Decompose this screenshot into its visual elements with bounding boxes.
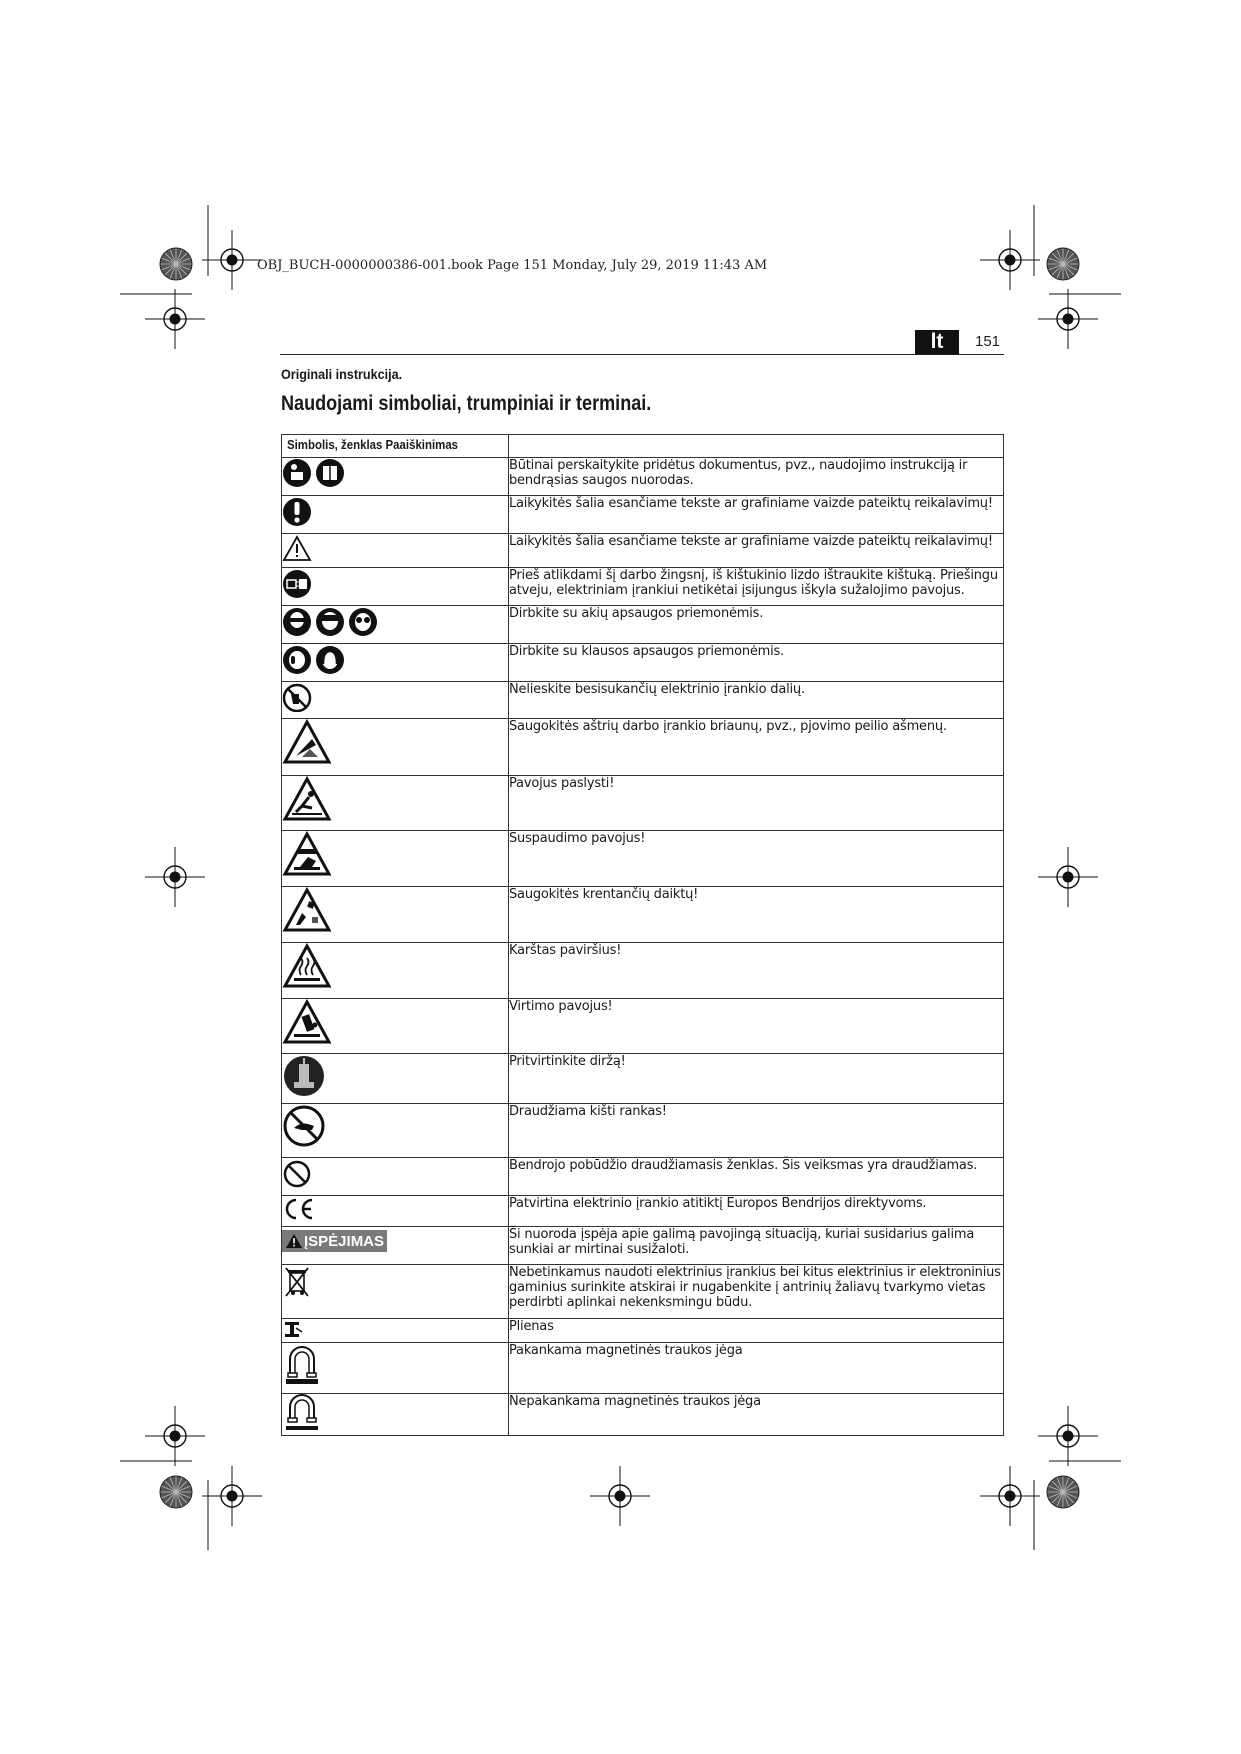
table-row: [282, 999, 1004, 1054]
table-row: [282, 719, 1004, 776]
symbol-cell: [282, 682, 509, 719]
page-title: Naudojami simboliai, trumpiniai ir terminai.: [281, 392, 652, 415]
table-row: [282, 776, 1004, 831]
symbol-cell: [282, 496, 509, 534]
section-kicker: Originali instrukcija.: [281, 366, 403, 382]
warning-triangle-icon: [282, 534, 312, 562]
glasses-icon: [348, 606, 378, 636]
table-row: [282, 1104, 1004, 1158]
explanation-cell: Pavojus paslysti!: [509, 776, 1004, 831]
tipping-hazard-icon: [282, 999, 332, 1045]
ear-protection-icon: [282, 644, 312, 674]
table-row: [282, 496, 1004, 534]
registration-mark-icon: [1038, 847, 1098, 907]
explanation-cell: Ši nuoroda įspėja apie galimą pavojingą situaciją, kuriai susidarius galima sunkiai ar mirtinai susižaloti.: [509, 1227, 1004, 1265]
header-rule: [280, 354, 1004, 355]
table-row: [282, 887, 1004, 943]
symbol-cell: [282, 1265, 509, 1319]
read-manual-icon: [282, 458, 312, 488]
registration-mark-icon: [202, 230, 262, 290]
symbol-cell: [282, 458, 509, 496]
registration-mark-icon: [590, 1466, 650, 1526]
registration-mark-icon: [1038, 1406, 1098, 1466]
table-row: [282, 1196, 1004, 1227]
explanation-cell: Nebetinkamus naudoti elektrinius įrankius bei kitus elektrinius ir elektroninius gaminius surinkite atskirai ir nugabenkite į antrinių žaliavų tvarkymo vietas perdirbti aplinkai nekenksmingu būdu.: [509, 1265, 1004, 1319]
explanation-cell: Draudžiama kišti rankas!: [509, 1104, 1004, 1158]
symbol-cell: [282, 568, 509, 606]
symbol-cell: [282, 776, 509, 831]
table-row: [282, 644, 1004, 682]
registration-mark-icon: [145, 1406, 205, 1466]
explanation-cell: Pakankama magnetinės traukos jėga: [509, 1343, 1004, 1394]
symbol-cell: [282, 606, 509, 644]
explanation-cell: Būtinai perskaitykite pridėtus dokumentus, pvz., naudojimo instrukciją ir bendrąsias saugos nuorodas.: [509, 458, 1004, 496]
table-row: [282, 1319, 1004, 1343]
falling-objects-icon: [282, 887, 332, 933]
explanation-cell: Prieš atlikdami šį darbo žingsnį, iš kištukinio lizdo ištraukite kištuką. Priešingu atveju, elektriniam įrankiui netikėtai įsijungus iškyla sužalojimo pavojus.: [509, 568, 1004, 606]
explanation-cell: Karštas paviršius!: [509, 943, 1004, 999]
explanation-cell: Plienas: [509, 1319, 1004, 1343]
symbol-cell: [282, 644, 509, 682]
symbol-cell: [282, 534, 509, 568]
secure-strap-icon: [282, 1054, 326, 1098]
table-row: [282, 682, 1004, 719]
registration-mark-icon: [980, 230, 1040, 290]
slip-hazard-icon: [282, 776, 332, 822]
registration-mark-icon: [1038, 289, 1098, 349]
table-header: Simbolis, ženklas Paaiškinimas: [282, 435, 509, 458]
book-icon: [315, 458, 345, 488]
symbol-cell: [282, 1227, 509, 1265]
registration-mark-icon: [202, 1466, 262, 1526]
table-row: [282, 606, 1004, 644]
table-row: [282, 1227, 1004, 1265]
face-shield-icon: [315, 606, 345, 636]
explanation-cell: Bendrojo pobūdžio draudžiamasis ženklas. Šis veiksmas yra draudžiamas.: [509, 1158, 1004, 1196]
registration-mark-icon: [145, 289, 205, 349]
steel-beam-icon: [282, 1319, 304, 1339]
weee-bin-icon: [282, 1265, 312, 1299]
explanation-cell: Dirbkite su akių apsaugos priemonėmis.: [509, 606, 1004, 644]
ear-muffs-icon: [315, 644, 345, 674]
print-slug: OBJ_BUCH-0000000386-001.book Page 151 Monday, July 29, 2019 11:43 AM: [257, 258, 768, 273]
table-row: [282, 1265, 1004, 1319]
language-tab: lt: [915, 330, 959, 354]
table-row: [282, 1054, 1004, 1104]
no-touch-rotating-icon: [282, 682, 312, 712]
symbol-cell: [282, 943, 509, 999]
explanation-cell: Dirbkite su klausos apsaugos priemonėmis.: [509, 644, 1004, 682]
table-row: [282, 1343, 1004, 1394]
explanation-cell: Patvirtina elektrinio įrankio atitiktį Europos Bendrijos direktyvoms.: [509, 1196, 1004, 1227]
no-hands-icon: [282, 1104, 326, 1148]
warning-badge-triangle-icon: [285, 1233, 303, 1249]
symbol-cell: [282, 1054, 509, 1104]
symbol-cell: [282, 1319, 509, 1343]
magnet-sufficient-icon: [282, 1343, 322, 1389]
warning-badge: [282, 1230, 387, 1252]
prohibited-icon: [282, 1158, 312, 1188]
explanation-cell: Virtimo pavojus!: [509, 999, 1004, 1054]
symbol-cell: [282, 1158, 509, 1196]
ce-mark-icon: [282, 1196, 316, 1222]
page-number: 151: [975, 333, 1001, 350]
goggles-icon: [282, 606, 312, 636]
explanation-cell: Saugokitės aštrių darbo įrankio briaunų, pvz., pjovimo peilio ašmenų.: [509, 719, 1004, 776]
explanation-cell: Laikykitės šalia esančiame tekste ar grafiniame vaizde pateiktų reikalavimų!: [509, 534, 1004, 568]
star-target-icon: [1047, 1476, 1079, 1508]
table-row: [282, 943, 1004, 999]
symbol-cell: [282, 1104, 509, 1158]
symbol-cell: [282, 1343, 509, 1394]
warning-badge-label: ĮSPĖJIMAS: [304, 1232, 385, 1250]
table-header-blank: [509, 435, 1004, 458]
explanation-cell: Laikykitės šalia esančiame tekste ar grafiniame vaizde pateiktų reikalavimų!: [509, 496, 1004, 534]
hot-surface-icon: [282, 943, 332, 989]
table-header-row: [282, 435, 1004, 458]
crush-hazard-icon: [282, 831, 332, 877]
table-row: [282, 458, 1004, 496]
exclamation-icon: [282, 496, 312, 526]
table-row: [282, 1394, 1004, 1436]
registration-mark-icon: [980, 1466, 1040, 1526]
registration-mark-icon: [145, 847, 205, 907]
table-row: [282, 568, 1004, 606]
star-target-icon: [1047, 248, 1079, 280]
symbol-cell: [282, 831, 509, 887]
magnet-insufficient-icon: [282, 1394, 322, 1432]
star-target-icon: [160, 1476, 192, 1508]
sharp-edges-icon: [282, 719, 332, 765]
unplug-icon: [282, 568, 312, 598]
symbol-table: [281, 434, 1004, 1436]
symbol-cell: [282, 887, 509, 943]
explanation-cell: Suspaudimo pavojus!: [509, 831, 1004, 887]
explanation-cell: Nepakankama magnetinės traukos jėga: [509, 1394, 1004, 1436]
symbol-cell: [282, 719, 509, 776]
explanation-cell: Nelieskite besisukančių elektrinio įrankio dalių.: [509, 682, 1004, 719]
table-row: [282, 534, 1004, 568]
star-target-icon: [160, 248, 192, 280]
table-row: [282, 831, 1004, 887]
explanation-cell: Pritvirtinkite diržą!: [509, 1054, 1004, 1104]
explanation-cell: Saugokitės krentančių daiktų!: [509, 887, 1004, 943]
symbol-cell: [282, 999, 509, 1054]
symbol-cell: [282, 1394, 509, 1436]
table-row: [282, 1158, 1004, 1196]
symbol-cell: [282, 1196, 509, 1227]
